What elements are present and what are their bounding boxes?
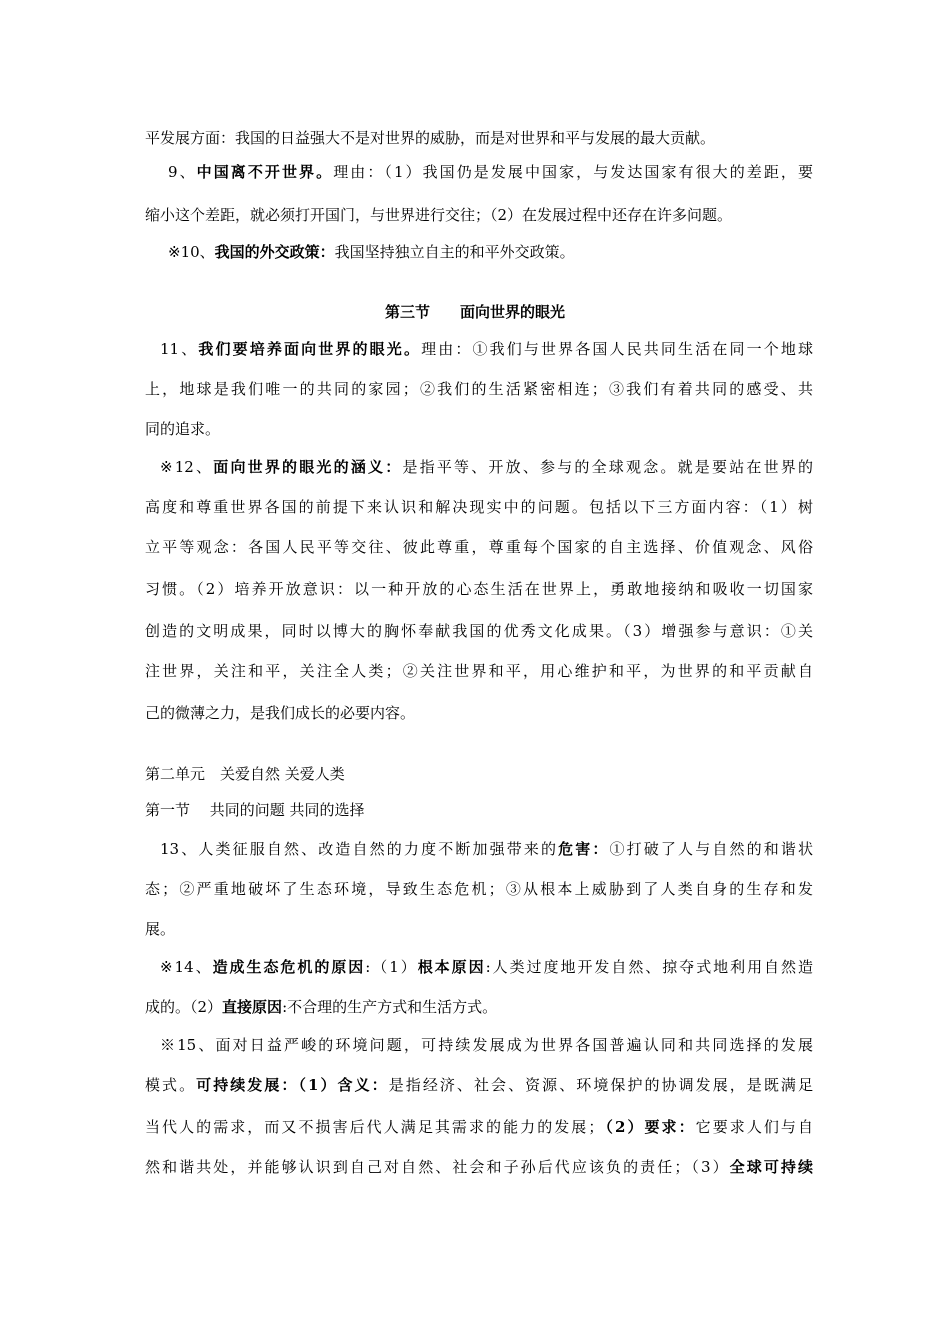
text-line: ※10、我国的外交政策：我国坚持独立自主的和平外交政策。 bbox=[168, 243, 575, 261]
text-line: 习惯。（2）培养开放意识：以一种开放的心态生活在世界上，勇敢地接纳和吸收一切国家 bbox=[145, 580, 813, 598]
text-line: 9、中国离不开世界。理由：（1）我国仍是发展中国家，与发达国家有很大的差距，要 bbox=[168, 163, 813, 181]
text-line: ※12、面向世界的眼光的涵义：是指平等、开放、参与的全球观念。就是要站在世界的 bbox=[160, 458, 813, 476]
section-heading: 第三节 面向世界的眼光 bbox=[384, 303, 565, 321]
text-line: 注世界，关注和平，关注全人类；②关注世界和平，用心维护和平，为世界的和平贡献自 bbox=[145, 662, 813, 680]
text-line: 高度和尊重世界各国的前提下来认识和解决现实中的问题。包括以下三方面内容：（1）树 bbox=[145, 498, 813, 516]
text-line: 己的微薄之力，是我们成长的必要内容。 bbox=[145, 704, 416, 722]
text-line: 上，地球是我们唯一的共同的家园；②我们的生活紧密相连；③我们有着共同的感受、共 bbox=[145, 380, 813, 398]
text-line: 创造的文明成果，同时以博大的胸怀奉献我国的优秀文化成果。（3）增强参与意识：①关 bbox=[145, 622, 813, 640]
text-line: ※14、造成生态危机的原因:（1）根本原因:人类过度地开发自然、掠夺式地利用自然造 bbox=[160, 958, 813, 976]
text-line: 态；②严重地破坏了生态环境，导致生态危机；③从根本上威胁到了人类自身的生存和发 bbox=[145, 880, 813, 898]
text-line: 然和谐共处，并能够认识到自己对自然、社会和子孙后代应该负的责任；（3）全球可持续 bbox=[145, 1158, 813, 1176]
text-line: 13、人类征服自然、改造自然的力度不断加强带来的危害：①打破了人与自然的和谐状 bbox=[160, 840, 813, 858]
text-line: 成的。（2）直接原因:不合理的生产方式和生活方式。 bbox=[145, 998, 498, 1016]
text-line: 缩小这个差距，就必须打开国门，与世界进行交往；（2）在发展过程中还存在许多问题。 bbox=[145, 206, 733, 224]
unit-heading: 第二单元 关爱自然 关爱人类 bbox=[145, 765, 345, 783]
text-line: 当代人的需求，而又不损害后代人满足其需求的能力的发展；（2）要求：它要求人们与自 bbox=[145, 1118, 813, 1136]
text-line: 展。 bbox=[145, 920, 176, 938]
text-line: 平发展方面：我国的日益强大不是对世界的威胁，而是对世界和平与发展的最大贡献。 bbox=[145, 129, 716, 147]
text-line: 11、我们要培养面向世界的眼光。理由：①我们与世界各国人民共同生活在同一个地球 bbox=[160, 340, 813, 358]
text-line: 同的追求。 bbox=[145, 420, 221, 438]
text-line: ※15、面对日益严峻的环境问题，可持续发展成为世界各国普遍认同和共同选择的发展 bbox=[160, 1036, 813, 1054]
text-line: 模式。可持续发展：（1）含义：是指经济、社会、资源、环境保护的协调发展，是既满足 bbox=[145, 1076, 813, 1094]
section-heading: 第一节 共同的问题 共同的选择 bbox=[145, 801, 365, 819]
text-line: 立平等观念：各国人民平等交往、彼此尊重，尊重每个国家的自主选择、价值观念、风俗 bbox=[145, 538, 813, 556]
